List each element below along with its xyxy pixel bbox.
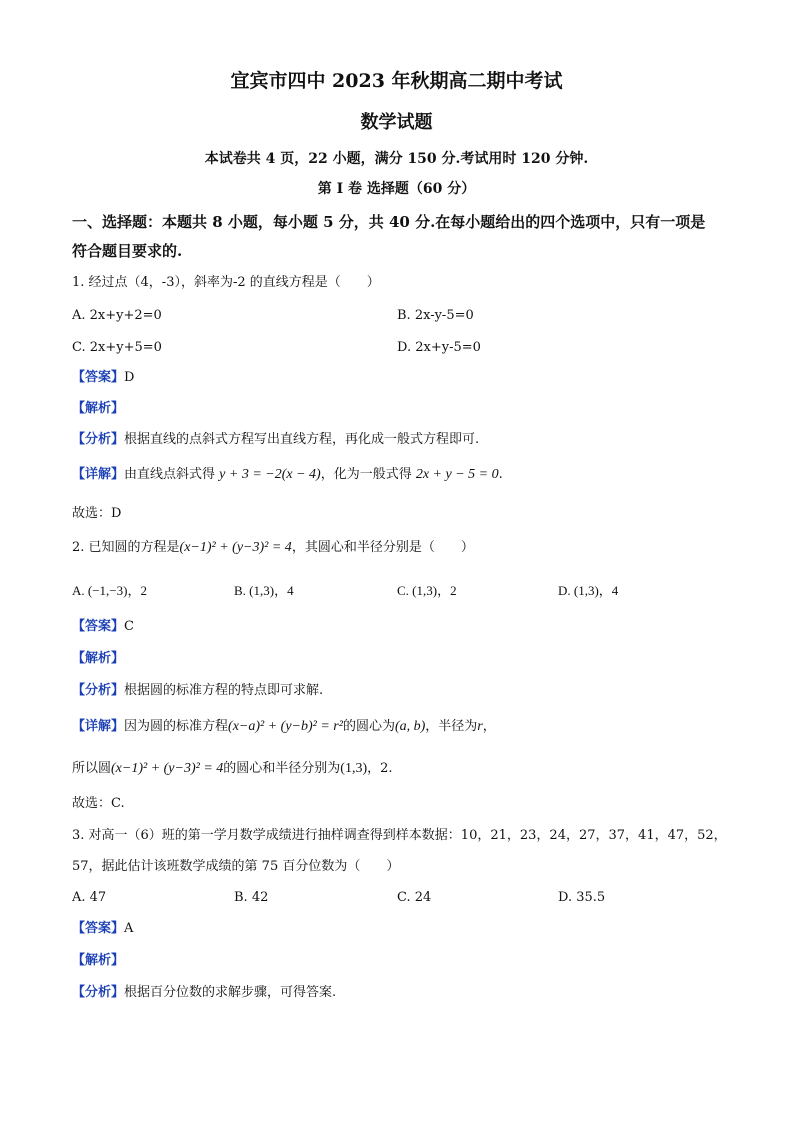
q1-answer-row [72,369,134,387]
q2-answer-row [72,618,134,636]
q3-stem-line1: 3. 对高一（6）班的第一学月数学成绩进行抽样调查得到样本数据：10，21，23，24，27，37，41，47，52， [72,828,727,843]
q2-option-c: C. (1,3)，2 [397,583,457,598]
q1-detail-row [72,466,503,484]
q1-detail-eq2: 2x + y − 5 = 0 [415,467,499,482]
fenxi-tag: 【分析】 [72,432,125,447]
section-heading-line2: 符合题目要求的. [72,242,183,260]
fenxi-tag: 【分析】 [72,683,125,698]
q1-detail-pre: 由直线点斜式得 [124,467,220,482]
q2-stem-eq: (x−1)² + (y−3)² = 4 [179,540,292,555]
q2-line2-pre: 所以圆 [72,761,112,776]
q2-stem-row [72,539,474,557]
q2-detail-eq: (x−a)² + (y−b)² = r² [228,719,343,734]
q3-answer: A [124,921,134,936]
q2-detail-center: (a, b) [394,719,426,734]
fenxi-tag: 【分析】 [72,985,125,1000]
q3-option-d: D. 35.5 [558,890,606,905]
q3-option-c: C. 24 [397,890,432,905]
q2-answer: C [124,619,134,634]
q2-detail-row [72,718,496,736]
q2-line2-center: (1,3) [340,761,368,776]
q2-detail-mid2: ，半径为 [425,719,478,734]
q2-analysis-row [72,650,124,668]
q1-detail-end: . [498,467,503,482]
q2-detail-mid: 的圆心为 [342,719,395,734]
q3-stem-line2: 57，据此估计该班数学成绩的第 75 百分位数为（ ） [72,859,400,874]
q1-analysis-row [72,400,124,418]
q1-stem: 1. 经过点（4，-3），斜率为-2 的直线方程是（ ） [72,275,380,290]
analysis-tag: 【解析】 [72,401,125,416]
detail-tag: 【详解】 [72,467,125,482]
q3-fenxi: 根据百分位数的求解步骤，可得答案. [124,985,337,1000]
analysis-tag: 【解析】 [72,953,125,968]
q2-detail-end: ， [482,719,496,734]
q2-conclusion: 故选：C. [72,796,125,811]
q1-detail-eq1: y + 3 = −2(x − 4) [219,467,321,482]
q2-line2-end: ，2. [367,761,393,776]
exam-instructions: 本试卷共 4 页，22 小题，满分 150 分.考试用时 120 分钟. [204,151,589,167]
q1-option-c: C. 2x+y+5=0 [72,340,162,355]
answer-tag: 【答案】 [72,370,125,385]
q1-option-a: A. 2x+y+2=0 [72,308,162,323]
q2-option-b: B. (1,3)，4 [234,583,294,598]
q1-fenxi-row [72,431,479,449]
q3-answer-row [72,920,133,938]
answer-tag: 【答案】 [72,921,125,936]
q2-detail-r: r [477,719,483,734]
q2-line2-eq: (x−1)² + (y−3)² = 4 [111,761,224,776]
part-heading: 第 I 卷 选择题（60 分） [317,181,476,197]
section-heading-line1: 一、选择题：本题共 8 小题，每小题 5 分，共 40 分.在每小题给出的四个选项中，只有一项是 [72,213,706,231]
q3-option-b: B. 42 [234,890,269,905]
q1-detail-mid: ，化为一般式得 [320,467,416,482]
q3-analysis-row [72,952,124,970]
answer-tag: 【答案】 [72,619,125,634]
q2-stem-pre: 2. 已知圆的方程是 [72,540,180,555]
q2-stem-post: ，其圆心和半径分别是（ ） [291,540,474,555]
q2-detail-line2 [72,760,393,778]
q1-fenxi: 根据直线的点斜式方程写出直线方程，再化成一般式方程即可. [124,432,480,447]
q2-option-d: D. (1,3)，4 [558,583,619,598]
q3-option-a: A. 47 [72,890,107,905]
q2-fenxi: 根据圆的标准方程的特点即可求解. [124,683,324,698]
q2-line2-mid: 的圆心和半径分别为 [223,761,341,776]
analysis-tag: 【解析】 [72,651,125,666]
q3-fenxi-row [72,984,336,1002]
q1-conclusion: 故选：D [72,506,122,521]
q1-answer: D [124,370,135,385]
q2-detail-pre: 因为圆的标准方程 [124,719,229,734]
exam-title: 宜宾市四中 2023 年秋期高二期中考试 [230,70,563,92]
exam-subject: 数学试题 [360,112,433,133]
q2-fenxi-row [72,682,323,700]
q2-option-a: A. (−1,−3)，2 [72,583,147,598]
detail-tag: 【详解】 [72,719,125,734]
q1-option-d: D. 2x+y-5=0 [397,340,481,355]
q1-option-b: B. 2x-y-5=0 [397,308,474,323]
